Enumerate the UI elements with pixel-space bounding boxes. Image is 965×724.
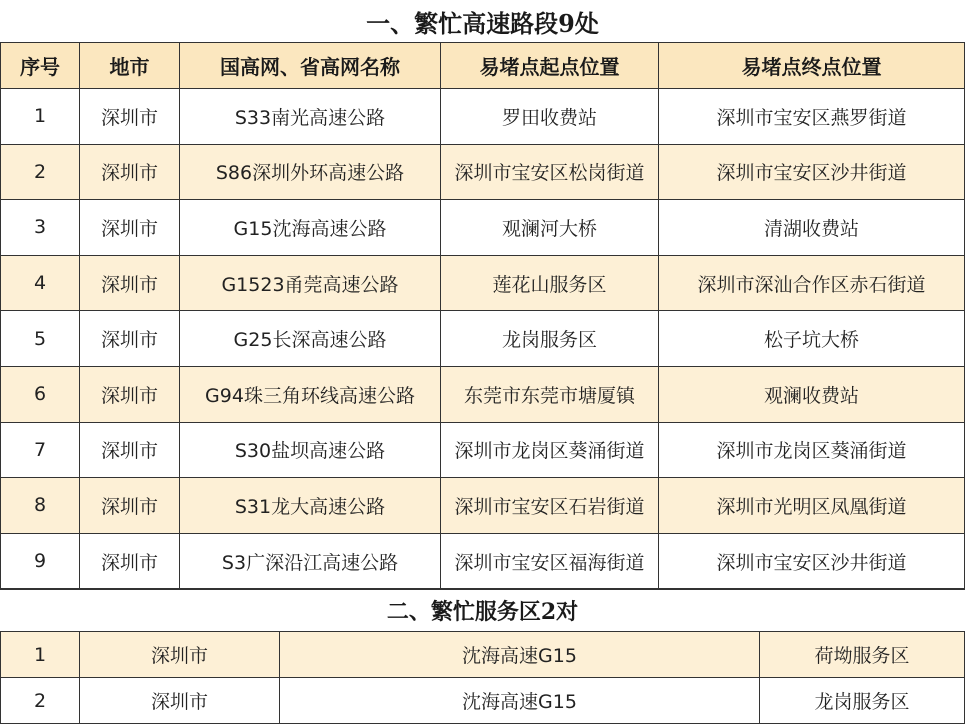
cell-highway-name: G15沈海高速公路 bbox=[180, 200, 441, 256]
cell-end-location: 深圳市龙岗区葵涌街道 bbox=[659, 423, 965, 479]
cell-highway-name: G25长深高速公路 bbox=[180, 311, 441, 367]
cell-city: 深圳市 bbox=[80, 678, 280, 724]
cell-highway: 沈海高速G15 bbox=[280, 678, 760, 724]
cell-index: 2 bbox=[0, 145, 80, 201]
cell-city: 深圳市 bbox=[80, 89, 180, 145]
cell-city: 深圳市 bbox=[80, 478, 180, 534]
cell-highway-name: G1523甬莞高速公路 bbox=[180, 256, 441, 312]
cell-end-location: 深圳市光明区凤凰街道 bbox=[659, 478, 965, 534]
cell-city: 深圳市 bbox=[80, 534, 180, 590]
cell-start-location: 观澜河大桥 bbox=[441, 200, 659, 256]
cell-city: 深圳市 bbox=[80, 200, 180, 256]
cell-index: 8 bbox=[0, 478, 80, 534]
cell-index: 7 bbox=[0, 423, 80, 479]
cell-start-location: 深圳市宝安区松岗街道 bbox=[441, 145, 659, 201]
section2-title: 二、繁忙服务区2对 bbox=[0, 588, 965, 632]
cell-start-location: 龙岗服务区 bbox=[441, 311, 659, 367]
header-end-location: 易堵点终点位置 bbox=[659, 43, 965, 89]
header-highway-name: 国高网、省高网名称 bbox=[180, 43, 441, 89]
header-index: 序号 bbox=[0, 43, 80, 89]
cell-highway-name: S30盐坝高速公路 bbox=[180, 423, 441, 479]
cell-index: 6 bbox=[0, 367, 80, 423]
cell-city: 深圳市 bbox=[80, 311, 180, 367]
cell-index: 9 bbox=[0, 534, 80, 590]
cell-start-location: 深圳市宝安区福海街道 bbox=[441, 534, 659, 590]
section1-title: 一、繁忙高速路段9处 bbox=[366, 8, 599, 38]
cell-highway-name: S31龙大高速公路 bbox=[180, 478, 441, 534]
cell-highway-name: S86深圳外环高速公路 bbox=[180, 145, 441, 201]
cell-start-location: 罗田收费站 bbox=[441, 89, 659, 145]
cell-index: 1 bbox=[0, 89, 80, 145]
cell-city: 深圳市 bbox=[80, 632, 280, 678]
cell-start-location: 莲花山服务区 bbox=[441, 256, 659, 312]
cell-index: 3 bbox=[0, 200, 80, 256]
cell-service-area: 荷坳服务区 bbox=[760, 632, 965, 678]
busy-service-areas-table bbox=[0, 632, 965, 724]
cell-index: 5 bbox=[0, 311, 80, 367]
cell-start-location: 深圳市龙岗区葵涌街道 bbox=[441, 423, 659, 479]
header-city: 地市 bbox=[80, 43, 180, 89]
cell-end-location: 观澜收费站 bbox=[659, 367, 965, 423]
cell-end-location: 松子坑大桥 bbox=[659, 311, 965, 367]
cell-city: 深圳市 bbox=[80, 256, 180, 312]
cell-index: 2 bbox=[0, 678, 80, 724]
cell-end-location: 清湖收费站 bbox=[659, 200, 965, 256]
header-start-location: 易堵点起点位置 bbox=[441, 43, 659, 89]
cell-start-location: 东莞市东莞市塘厦镇 bbox=[441, 367, 659, 423]
congested-highways-table bbox=[0, 42, 965, 590]
cell-end-location: 深圳市深汕合作区赤石街道 bbox=[659, 256, 965, 312]
cell-start-location: 深圳市宝安区石岩街道 bbox=[441, 478, 659, 534]
cell-end-location: 深圳市宝安区沙井街道 bbox=[659, 145, 965, 201]
cell-city: 深圳市 bbox=[80, 423, 180, 479]
cell-highway: 沈海高速G15 bbox=[280, 632, 760, 678]
cell-end-location: 深圳市宝安区沙井街道 bbox=[659, 534, 965, 590]
cell-index: 4 bbox=[0, 256, 80, 312]
cell-index: 1 bbox=[0, 632, 80, 678]
cell-city: 深圳市 bbox=[80, 367, 180, 423]
cell-highway-name: S33南光高速公路 bbox=[180, 89, 441, 145]
cell-highway-name: G94珠三角环线高速公路 bbox=[180, 367, 441, 423]
cell-city: 深圳市 bbox=[80, 145, 180, 201]
cell-end-location: 深圳市宝安区燕罗街道 bbox=[659, 89, 965, 145]
cell-service-area: 龙岗服务区 bbox=[760, 678, 965, 724]
cell-highway-name: S3广深沿江高速公路 bbox=[180, 534, 441, 590]
